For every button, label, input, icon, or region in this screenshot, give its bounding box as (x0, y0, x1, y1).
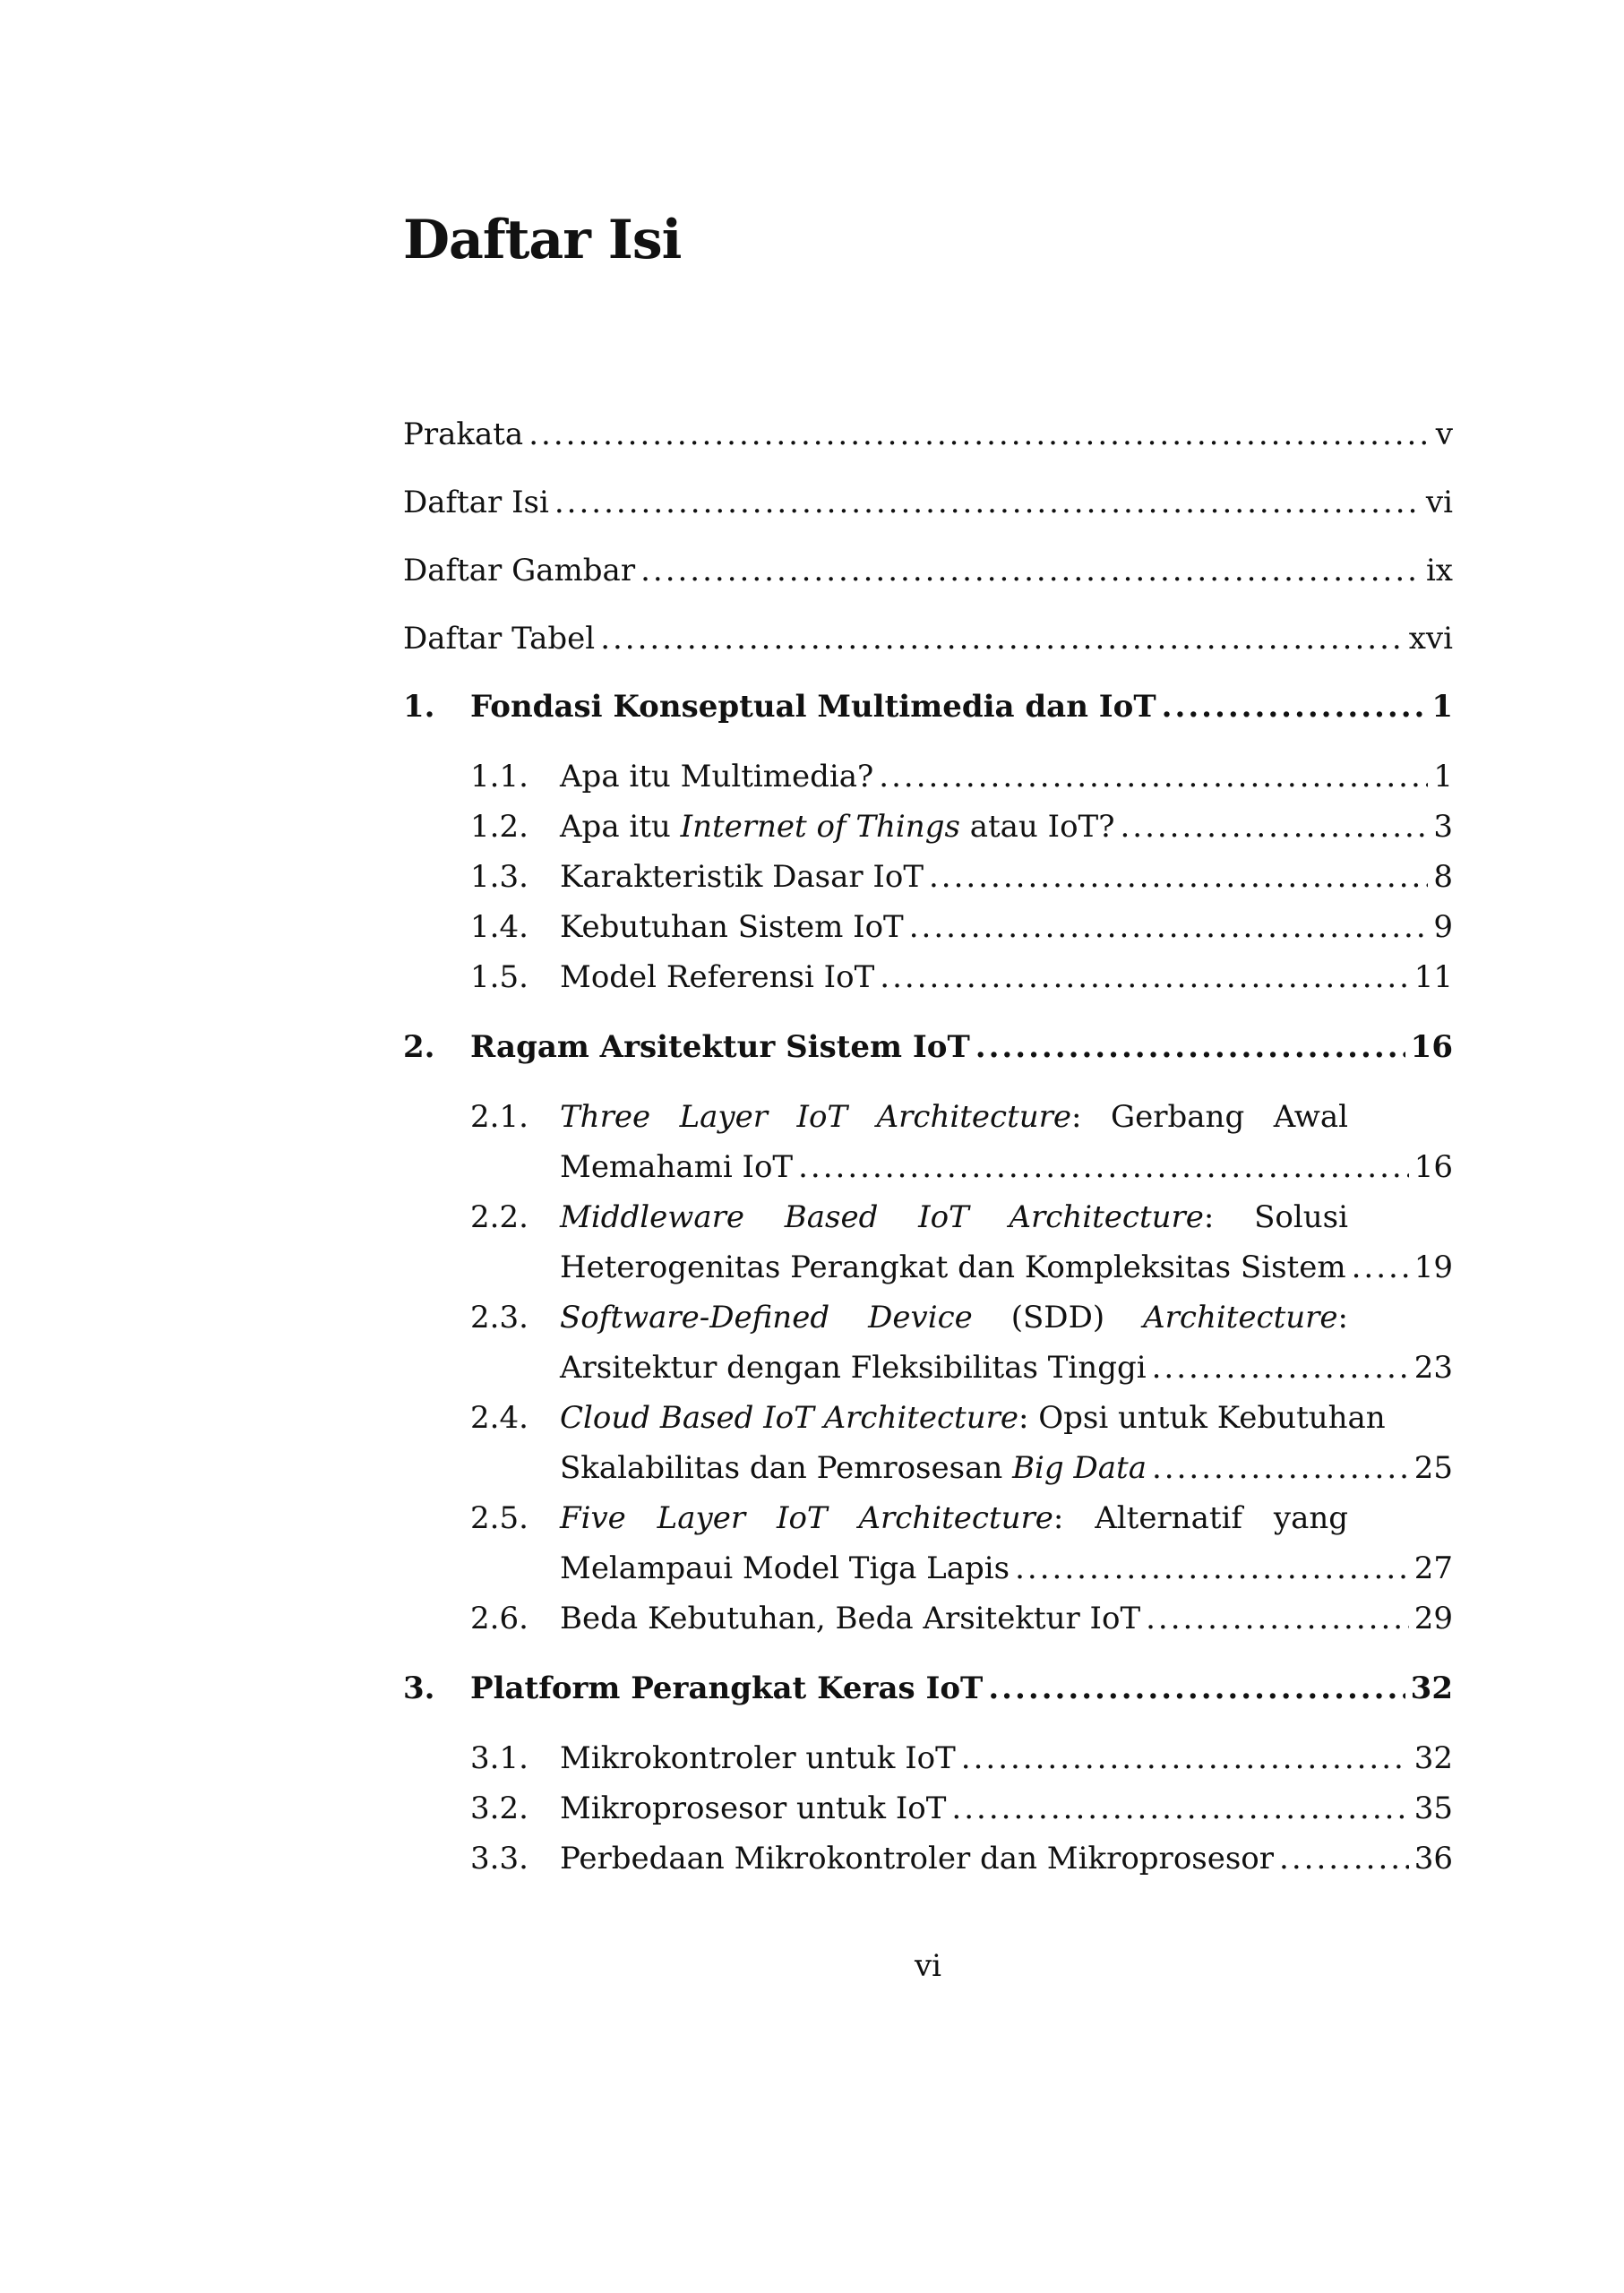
dot-leader (1162, 684, 1427, 729)
toc-entry-page: v (1435, 417, 1453, 452)
toc-entry-page: xvi (1408, 621, 1453, 657)
dot-leader (1352, 1245, 1409, 1290)
section-number: 2.4. (470, 1400, 528, 1436)
dot-leader (640, 548, 1421, 593)
section-title-line-2 (560, 1245, 1453, 1290)
chapter-title: Ragam Arsitektur Sistem IoT (470, 1029, 970, 1065)
toc-entry-label: Prakata (403, 417, 524, 452)
section-number: 1.3. (470, 859, 528, 895)
section-title-text: : Gerbang Awal (1071, 1099, 1349, 1135)
section-title-text: atau IoT? (959, 809, 1115, 845)
toc-section-1-2[interactable] (470, 804, 1453, 849)
section-title: Beda Kebutuhan, Beda Arsitektur IoT (560, 1601, 1141, 1636)
section-title-text: Melampaui Model Tiga Lapis (560, 1550, 1010, 1586)
section-title-italic: Internet of Things (680, 809, 960, 845)
dot-leader (554, 480, 1421, 525)
chapter-number: 2. (403, 1029, 435, 1065)
toc-entry-label: Daftar Gambar (403, 553, 636, 588)
dot-leader (975, 1025, 1405, 1069)
section-title: Mikroprosesor untuk IoT (560, 1791, 947, 1826)
section-number: 2.3. (470, 1300, 528, 1335)
section-title: Mikrokontroler untuk IoT (560, 1740, 956, 1776)
section-page: 23 (1413, 1350, 1453, 1386)
dot-leader (951, 1786, 1408, 1831)
section-title-line-2 (560, 1446, 1453, 1490)
chapter-number: 1. (403, 689, 435, 725)
section-title-line-1 (560, 1095, 1348, 1139)
section-page: 3 (1433, 809, 1453, 845)
section-title-line-2 (560, 1546, 1453, 1591)
dot-leader (1146, 1596, 1409, 1641)
section-title: Kebutuhan Sistem IoT (560, 909, 904, 945)
toc-entry-page: ix (1425, 553, 1453, 588)
section-title-text (560, 1446, 1147, 1490)
section-title-text: Heterogenitas Perangkat dan Kompleksitas Sistem (560, 1250, 1346, 1285)
section-number: 3.2. (470, 1791, 528, 1826)
toc-entry-daftar-tabel[interactable] (403, 616, 1453, 661)
section-title-italic: Software-Defined Device (560, 1300, 973, 1335)
dot-leader (988, 1666, 1405, 1711)
section-title: Perbedaan Mikrokontroler dan Mikroprosesor (560, 1841, 1275, 1876)
section-title-text: : (1337, 1300, 1348, 1335)
section-title-italic: Big Data (1012, 1450, 1147, 1486)
section-title-text: : Opsi untuk Kebutuhan (1018, 1400, 1386, 1436)
chapter-page: 32 (1410, 1670, 1453, 1706)
toc-section-1-3[interactable] (470, 855, 1453, 899)
section-page: 8 (1433, 859, 1453, 895)
toc-entry-daftar-isi[interactable] (403, 480, 1453, 525)
toc-entry-prakata[interactable] (403, 412, 1453, 457)
section-title-text: Apa itu (560, 809, 681, 845)
section-number: 1.4. (470, 909, 528, 945)
toc-section-3-1[interactable] (470, 1736, 1453, 1781)
section-title-italic: Three Layer IoT Architecture (560, 1099, 1072, 1135)
section-page: 27 (1413, 1550, 1453, 1586)
toc-entry-daftar-gambar[interactable] (403, 548, 1453, 593)
dot-leader (929, 855, 1428, 899)
section-title-italic: Middleware Based IoT Architecture (560, 1199, 1204, 1235)
toc-section-1-5[interactable] (470, 955, 1453, 1000)
chapter-page: 1 (1431, 689, 1453, 725)
section-title-line-1 (560, 1396, 1386, 1440)
toc-chapter-3[interactable] (403, 1666, 1453, 1711)
dot-leader (961, 1736, 1409, 1781)
section-title-text: (SDD) (972, 1300, 1144, 1335)
section-title-italic: Five Layer IoT Architecture (560, 1500, 1053, 1536)
dot-leader (1015, 1546, 1409, 1591)
dot-leader (909, 905, 1429, 949)
dot-leader (1152, 1446, 1409, 1490)
section-title-line-2 (560, 1345, 1453, 1390)
dot-leader (1120, 804, 1428, 849)
toc-section-2-6[interactable] (470, 1596, 1453, 1641)
section-title-line-1 (560, 1295, 1348, 1340)
toc-chapter-1[interactable] (403, 684, 1453, 729)
section-page: 32 (1413, 1740, 1453, 1776)
section-title-line-1 (560, 1496, 1348, 1541)
section-title-text: Memahami IoT (560, 1149, 794, 1185)
section-page: 9 (1433, 909, 1453, 945)
section-title-line-1 (560, 1195, 1348, 1240)
section-title: Apa itu Multimedia? (560, 759, 874, 794)
section-number: 1.2. (470, 809, 528, 845)
section-page: 19 (1413, 1250, 1453, 1285)
dot-leader (879, 754, 1428, 799)
dot-leader (1279, 1836, 1409, 1881)
toc-section-1-1[interactable] (470, 754, 1453, 799)
section-title-text: Skalabilitas dan Pemrosesan (560, 1450, 1013, 1486)
section-page: 11 (1413, 959, 1453, 995)
chapter-page: 16 (1410, 1029, 1453, 1065)
section-number: 2.2. (470, 1199, 528, 1235)
section-title: Model Referensi IoT (560, 959, 875, 995)
section-title: Karakteristik Dasar IoT (560, 859, 924, 895)
section-title-italic: Cloud Based IoT Architecture (560, 1400, 1018, 1436)
section-title-text: : Solusi (1203, 1199, 1348, 1235)
section-number: 3.3. (470, 1841, 528, 1876)
section-title (560, 804, 1114, 849)
section-page: 25 (1413, 1450, 1453, 1486)
page-number: vi (914, 1948, 942, 1984)
section-number: 2.5. (470, 1500, 528, 1536)
chapter-title: Platform Perangkat Keras IoT (470, 1670, 984, 1706)
toc-entry-page: vi (1425, 485, 1453, 520)
page-title: Daftar Isi (403, 209, 682, 271)
toc-section-3-2[interactable] (470, 1786, 1453, 1831)
dot-leader (600, 616, 1404, 661)
toc-section-3-3[interactable] (470, 1836, 1453, 1881)
toc-entry-label: Daftar Tabel (403, 621, 596, 657)
dot-leader (880, 955, 1408, 1000)
section-number: 2.1. (470, 1099, 528, 1135)
section-page: 35 (1413, 1791, 1453, 1826)
section-title-text: Arsitektur dengan Fleksibilitas Tinggi (560, 1350, 1147, 1386)
section-title-italic: Architecture (1143, 1300, 1338, 1335)
section-page: 1 (1433, 759, 1453, 794)
section-number: 3.1. (470, 1740, 528, 1776)
toc-chapter-2[interactable] (403, 1025, 1453, 1069)
section-title-text: : Alternatif yang (1053, 1500, 1349, 1536)
section-page: 36 (1413, 1841, 1453, 1876)
toc-section-1-4[interactable] (470, 905, 1453, 949)
toc-entry-label: Daftar Isi (403, 485, 549, 520)
section-number: 1.1. (470, 759, 528, 794)
section-number: 1.5. (470, 959, 528, 995)
chapter-title: Fondasi Konseptual Multimedia dan IoT (470, 689, 1156, 725)
dot-leader (528, 412, 1431, 457)
section-page: 16 (1413, 1149, 1453, 1185)
section-title-line-2 (560, 1145, 1453, 1189)
dot-leader (1152, 1345, 1409, 1390)
section-number: 2.6. (470, 1601, 528, 1636)
dot-leader (798, 1145, 1409, 1189)
section-page: 29 (1413, 1601, 1453, 1636)
chapter-number: 3. (403, 1670, 435, 1706)
